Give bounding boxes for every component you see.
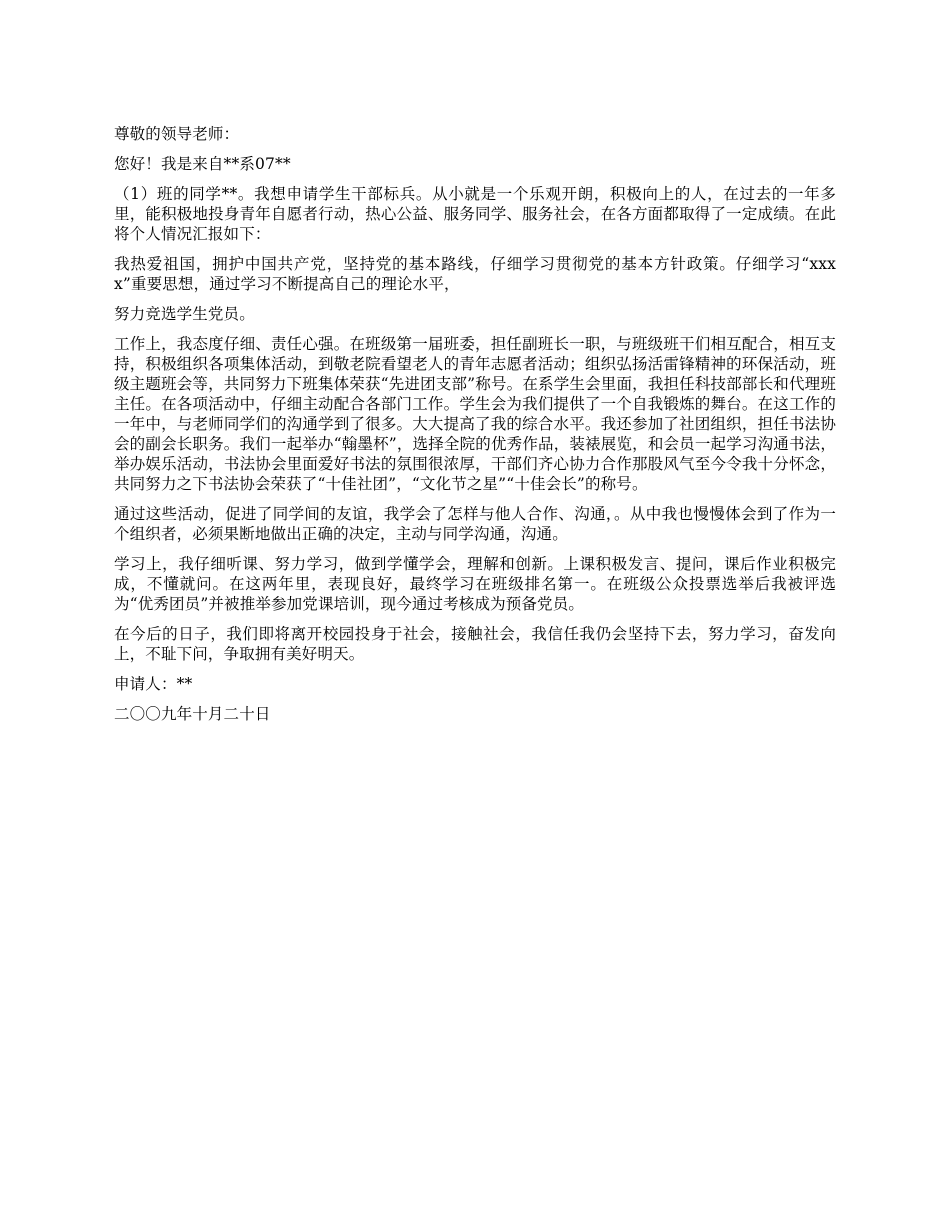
letter-document [114, 124, 836, 734]
greeting: 您好！我是来自**系07** [114, 155, 291, 173]
paragraph-work: 工作上，我态度仔细、责任心强。在班级第一届班委，担任副班长一职，与班级班干们相互配合，相互支持，积极组织各项集体活动，到敬老院看望老人的青年志愿者活动；组织弘扬活雷锋精神的环保活动，班级主题班会等，共同努力下班集体荣获“先进团支部”称号。在系学生会里面，我担任科技部部长和代理班主任。在各项活动中，仔细主动配合各部门工作。学生会为我们提供了一个自我锻炼的舞台。在这工作的一年中，与老师同学们的沟通学到了很多。大大提高了我的综合水平。我还参加了社团组织，担任书法协会的副会长职务。我们一起举办“翰墨杯”，选择全院的优秀作品，装裱展览，和会员一起学习沟通书法，举办娱乐活动，书法协会里面爱好书法的氛围很浓厚，干部们齐心协力合作那股风气至今令我十分怀念，共同努力之下书法协会荣获了“十佳社团”，“文化节之星”“十佳会长”的称号。 [114, 335, 836, 493]
applicant-signature: 申请人：** [114, 675, 193, 693]
paragraph-future: 在今后的日子，我们即将离开校园投身于社会，接触社会，我信任我仍会坚持下去，努力学习，奋发向上，不耻下问，争取拥有美好明天。 [114, 625, 836, 663]
salutation: 尊敬的领导老师： [114, 125, 240, 143]
paragraph-activities: 通过这些活动，促进了同学间的友谊，我学会了怎样与他人合作、沟通，。从中我也慢慢体会到了作为一个组织者，必须果断地做出正确的决定，主动与同学沟通，沟通。 [114, 505, 836, 543]
paragraph-intro: （1）班的同学**。我想申请学生干部标兵。从小就是一个乐观开朗，积极向上的人，在过去的一年多里，能积极地投身青年自愿者行动，热心公益、服务同学、服务社会，在各方面都取得了一定成绩。在此将个人情况汇报如下： [114, 185, 836, 243]
paragraph-politics: 我热爱祖国，拥护中国共产党，坚持党的基本路线，仔细学习贯彻党的基本方针政策。仔细学习“xxxx”重要思想，通过学习不断提高自己的理论水平， [114, 255, 836, 293]
letter-date: 二〇〇九年十月二十日 [114, 705, 271, 723]
paragraph-study: 学习上，我仔细听课、努力学习，做到学懂学会，理解和创新。上课积极发言、提问，课后作业积极完成，不懂就问。在这两年里，表现良好，最终学习在班级排名第一。在班级公众投票选举后我被评选为“优秀团员”并被推举参加党课培训，现今通过考核成为预备党员。 [114, 555, 836, 613]
paragraph-party-member: 努力竞选学生党员。 [114, 305, 255, 323]
